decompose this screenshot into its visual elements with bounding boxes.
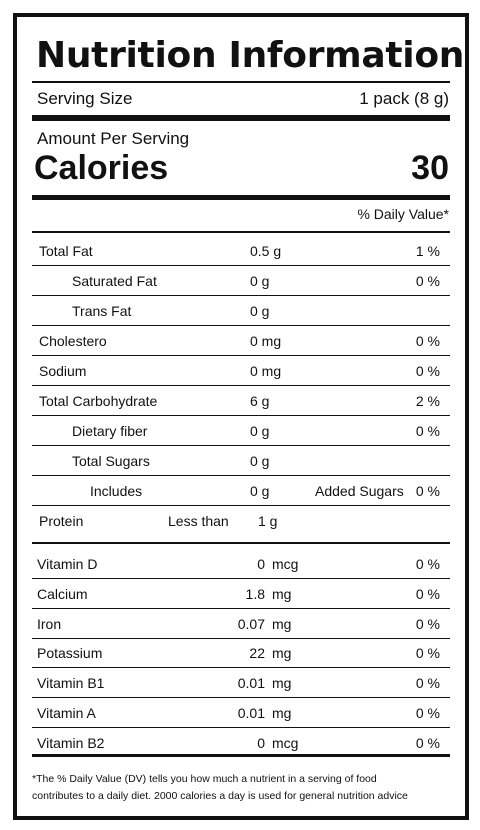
vitamin-quantity: 0.01 — [237, 705, 265, 721]
serving-size-value: 1 pack (8 g) — [359, 89, 449, 108]
vitamin-row-vitamin-a — [32, 699, 450, 728]
label-title: Nutrition Information — [36, 35, 465, 76]
vitamin-daily-value: 0 % — [415, 556, 440, 572]
nutrient-name: Includes — [90, 483, 143, 499]
nutrition-label — [13, 13, 469, 820]
nutrient-amount: 1 g — [258, 513, 278, 529]
nutrient-row-protein — [32, 507, 450, 536]
row-divider — [32, 265, 450, 266]
nutrient-name: Trans Fat — [72, 303, 132, 319]
nutrient-amount: 0 g — [250, 423, 270, 439]
vitamin-unit: mcg — [272, 556, 299, 572]
nutrient-row-total-fat — [32, 237, 450, 266]
vitamin-unit: mg — [272, 645, 292, 662]
vitamin-name: Iron — [37, 615, 62, 632]
nutrient-qualifier: Less than — [168, 513, 229, 529]
nutrient-amount: 6 g — [250, 393, 270, 409]
thick-divider — [32, 195, 450, 200]
nutrient-row-sodium — [32, 357, 450, 386]
nutrient-amount: 0 mg — [250, 363, 282, 379]
row-divider — [32, 415, 450, 416]
vitamin-unit: mg — [272, 705, 292, 721]
vitamin-name: Vitamin A — [37, 705, 96, 721]
nutrient-daily-value: 0 % — [415, 423, 440, 439]
nutrient-amount: 0 g — [250, 483, 270, 499]
calories-value: 30 — [411, 149, 449, 187]
vitamin-quantity: 0 — [257, 734, 265, 751]
nutrient-daily-value: 0 % — [415, 273, 440, 289]
nutrient-daily-value: 0 % — [415, 363, 440, 379]
vitamin-name: Calcium — [37, 585, 88, 602]
nutrient-name: Total Sugars — [72, 453, 150, 469]
nutrient-daily-value: 2 % — [415, 393, 440, 409]
nutrient-name: Saturated Fat — [72, 273, 157, 289]
thick-divider — [32, 115, 450, 121]
serving-size-label: Serving Size — [37, 89, 133, 108]
vitamin-row-calcium — [32, 580, 450, 609]
vitamin-quantity: 0.01 — [237, 675, 265, 692]
row-divider — [32, 355, 450, 356]
nutrient-daily-value: 0 % — [415, 483, 440, 499]
vitamin-name: Vitamin D — [37, 556, 98, 572]
vitamin-name: Potassium — [37, 645, 103, 662]
nutrient-amount: 0 mg — [250, 333, 282, 349]
divider — [32, 81, 450, 83]
row-divider — [32, 445, 450, 446]
vitamin-quantity: 0.07 — [237, 615, 265, 632]
nutrient-daily-value: 0 % — [415, 333, 440, 349]
row-divider — [32, 505, 450, 506]
nutrient-name: Protein — [39, 513, 84, 529]
nutrient-amount: 0 g — [250, 303, 270, 319]
vitamin-daily-value: 0 % — [415, 585, 440, 602]
vitamin-quantity: 0 — [257, 556, 265, 572]
nutrient-extra-label: Added Sugars — [315, 483, 404, 499]
footnote-line-1: *The % Daily Value (DV) tells you how much a nutrient in a serving of food — [32, 773, 377, 785]
nutrient-name: Sodium — [39, 363, 87, 379]
vitamin-unit: mcg — [272, 734, 299, 751]
row-divider — [32, 325, 450, 326]
vitamin-daily-value: 0 % — [415, 705, 440, 721]
row-divider — [32, 295, 450, 296]
divider — [32, 231, 450, 233]
vitamin-daily-value: 0 % — [415, 675, 440, 692]
nutrient-daily-value: 1 % — [415, 243, 440, 259]
row-divider — [32, 385, 450, 386]
divider — [32, 754, 450, 757]
vitamin-name: Vitamin B2 — [37, 734, 105, 751]
vitamin-quantity: 22 — [249, 645, 265, 662]
vitamin-daily-value: 0 % — [415, 615, 440, 632]
nutrient-amount: 0 g — [250, 453, 270, 469]
nutrient-name: Total Fat — [39, 243, 93, 259]
daily-value-header: % Daily Value* — [357, 206, 449, 222]
nutrient-row-total-sugars — [32, 447, 450, 476]
nutrient-row-cholestero — [32, 327, 450, 356]
nutrient-amount: 0.5 g — [250, 243, 282, 259]
nutrient-name: Total Carbohydrate — [39, 393, 158, 409]
nutrient-amount: 0 g — [250, 273, 270, 289]
vitamin-unit: mg — [272, 615, 292, 632]
nutrient-row-dietary-fiber — [32, 417, 450, 446]
nutrient-row-trans-fat — [32, 297, 450, 326]
nutrient-name: Cholestero — [39, 333, 107, 349]
vitamin-daily-value: 0 % — [415, 734, 440, 751]
nutrient-row-includes — [32, 477, 450, 506]
calories-label: Calories — [34, 149, 169, 187]
row-divider — [32, 475, 450, 476]
vitamin-unit: mg — [272, 585, 292, 602]
divider — [32, 542, 450, 544]
vitamin-row-potassium — [32, 639, 450, 668]
vitamin-unit: mg — [272, 675, 292, 692]
vitamin-row-vitamin-b1 — [32, 669, 450, 698]
vitamin-row-vitamin-d — [32, 550, 450, 579]
vitamin-name: Vitamin B1 — [37, 675, 105, 692]
vitamin-row-iron — [32, 610, 450, 639]
vitamin-quantity: 1.8 — [245, 585, 265, 602]
amount-per-serving: Amount Per Serving — [37, 129, 190, 148]
nutrient-row-total-carbohydrate — [32, 387, 450, 416]
nutrient-row-saturated-fat — [32, 267, 450, 296]
nutrient-name: Dietary fiber — [72, 423, 148, 439]
footnote-line-2: contributes to a daily diet. 2000 calories a day is used for general nutrition advice — [32, 790, 408, 802]
vitamin-daily-value: 0 % — [415, 645, 440, 662]
